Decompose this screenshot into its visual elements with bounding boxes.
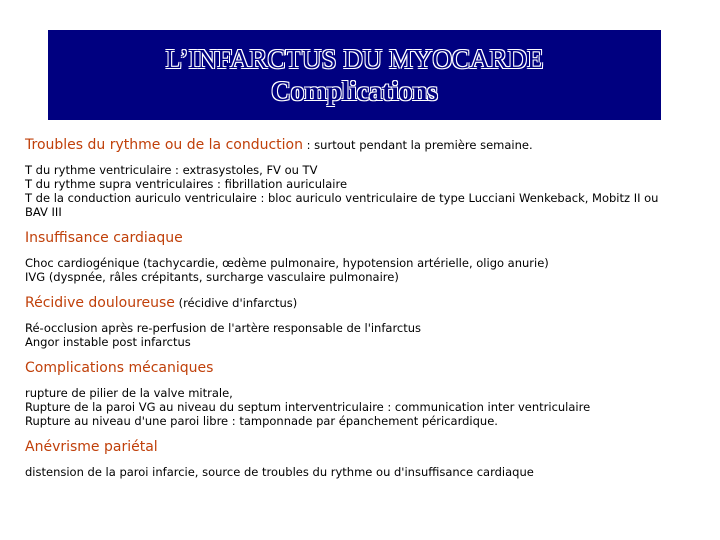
body-line: Ré-occlusion après re-perfusion de l'artère responsable de l'infarctus [25,321,422,335]
section-insuffisance-cardiaque [25,229,705,284]
slide-content [25,136,705,479]
body-line: Angor instable post infarctus [25,335,191,349]
body-line: rupture de pilier de la valve mitrale, [25,386,233,400]
section-heading: Troubles du rythme ou de la conduction [25,137,303,153]
body-line: T de la conduction auriculo ventriculaire : bloc auriculo ventriculaire de type Lucciani Wenkeback, Mobitz II ou [25,191,659,205]
body-line: Choc cardiogénique (tachycardie, œdème pulmonaire, hypotension artérielle, oligo anurie) [25,256,549,270]
slide-title: L’INFARCTUS DU MYOCARDE [165,44,544,74]
section-note: : surtout pendant la première semaine. [303,138,533,152]
section-body [25,465,705,479]
title-banner [48,30,661,120]
slide-subtitle: Complications [271,76,438,106]
body-line: Rupture au niveau d'une paroi libre : tamponnade par épanchement péricardique. [25,414,498,428]
section-heading: Anévrisme pariétal [25,439,158,455]
body-line: T du rythme supra ventriculaires : fibrillation auriculaire [25,177,348,191]
section-body [25,386,705,428]
section-troubles-rythme [25,136,705,219]
section-body [25,321,705,349]
body-line: BAV III [25,205,62,219]
section-note: (récidive d'infarctus) [174,296,298,310]
section-heading: Complications mécaniques [25,360,214,376]
section-body [25,163,705,219]
section-heading: Insuffisance cardiaque [25,230,183,246]
section-complications-mecaniques [25,359,705,428]
section-heading: Récidive douloureuse [25,295,175,311]
body-line: T du rythme ventriculaire : extrasystoles, FV ou TV [25,163,318,177]
body-line: IVG (dyspnée, râles crépitants, surcharge vasculaire pulmonaire) [25,270,399,284]
section-body [25,256,705,284]
body-line: distension de la paroi infarcie, source de troubles du rythme ou d'insuffisance cardiaque [25,465,534,479]
body-line: Rupture de la paroi VG au niveau du septum interventriculaire : communication inter ventriculaire [25,400,591,414]
section-anevrisme-parietal [25,438,705,479]
section-recidive-douloureuse [25,294,705,349]
